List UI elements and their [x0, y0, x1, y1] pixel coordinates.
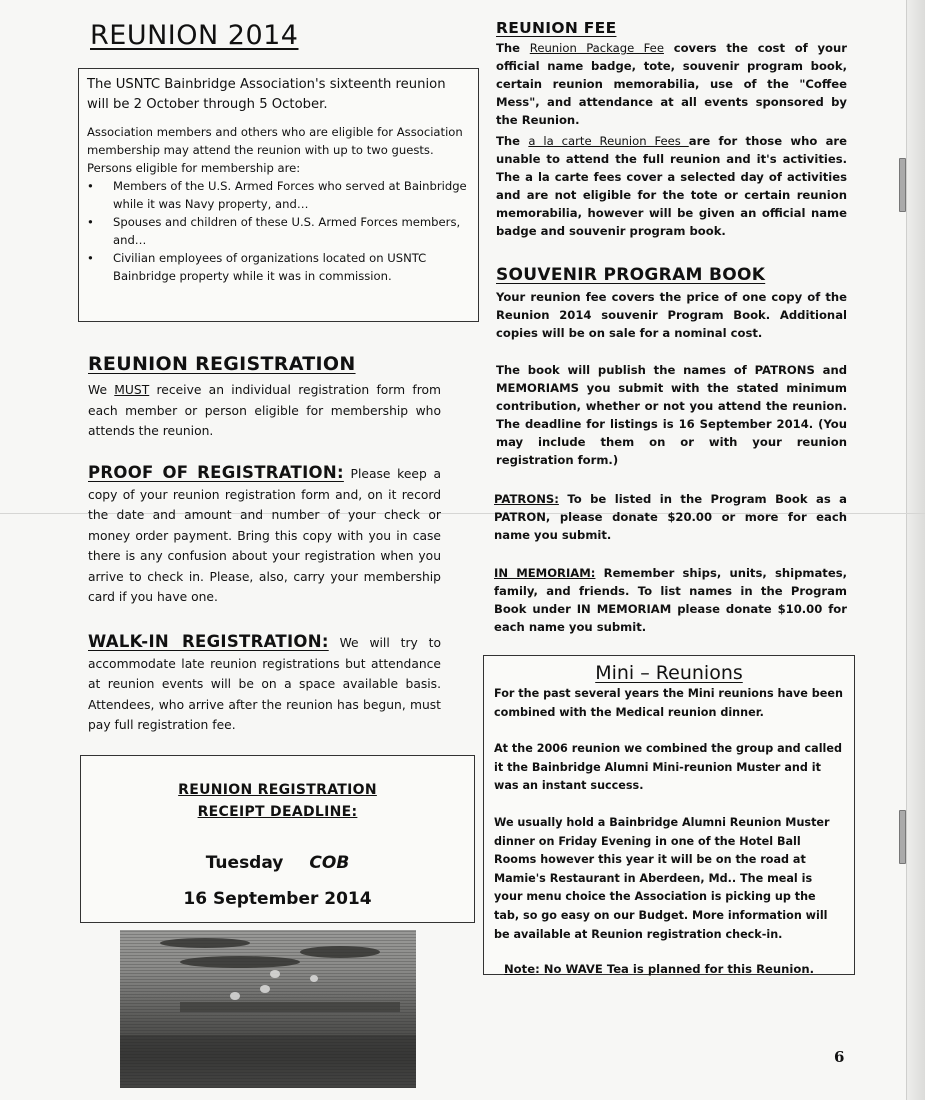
mini-note [494, 962, 844, 976]
reunion-fee-paragraph-2 [496, 132, 847, 240]
eligibility-list [87, 177, 470, 285]
smoke-puff [260, 985, 270, 993]
cloud [300, 946, 380, 958]
mini-reunions-box [483, 655, 855, 975]
patrons-paragraph [494, 490, 847, 544]
mini-reunions-heading: Mini – Reunions [595, 662, 743, 684]
note-label: Note [503, 962, 536, 977]
memoriam-label: IN MEMORIAM: [494, 566, 596, 580]
deadline-date: 16 September 2014 [183, 889, 372, 909]
eligibility-item: • Members of the U.S. Armed Forces who served at Bainbridge while it was Navy property, and… [87, 177, 470, 213]
reunion-fee-heading: REUNION FEE [496, 19, 617, 37]
souvenir-heading: SOUVENIR PROGRAM BOOK [496, 265, 766, 285]
intro-box [78, 68, 479, 322]
walkin-text: We will try to accommodate late reunion registrations but attendance at reunion events will be on a space available basis. Attendees, who arrive after the reunion has begun, must pay full registration fee. [88, 636, 441, 732]
engraving-image [120, 930, 416, 1088]
deadline-box [80, 755, 475, 923]
package-fee-term: Reunion Package Fee [529, 41, 664, 55]
a-la-carte-term: a la carte Reunion Fees [528, 134, 689, 148]
must-emphasis: MUST [114, 383, 150, 397]
fee-p2-pre: The [496, 134, 529, 148]
deadline-day [81, 853, 474, 873]
walk-in-registration [88, 632, 441, 736]
ship-line [180, 1002, 400, 1012]
deadline-time: COB [309, 853, 350, 873]
cloud [160, 938, 250, 948]
page-title: REUNION 2014 [90, 20, 299, 51]
patrons-label: PATRONS: [494, 492, 559, 506]
foreground [120, 1035, 416, 1088]
memoriam-text: Remember ships, units, shipmates, family, and friends. To list names in the Program Book under IN MEMORIAM please donate $10.00 for each name you submit. [494, 566, 847, 634]
cloud [180, 956, 300, 968]
registration-text-pre: We [88, 383, 115, 397]
registration-heading: REUNION REGISTRATION [88, 353, 356, 375]
walkin-heading: WALK-IN REGISTRATION: [88, 632, 329, 651]
souvenir-paragraph-1: Your reunion fee covers the price of one copy of the Reunion 2014 souvenir Program Book. Additional copies will be on sale for a nominal cost. [496, 290, 847, 340]
eligibility-item: • Civilian employees of organizations located on USNTC Bainbridge property while it was in commission. [87, 249, 470, 285]
deadline-line-2: RECEIPT DEADLINE: [197, 804, 358, 820]
mini-paragraph: For the past several years the Mini reunions have been combined with the Medical reunion dinner. [494, 687, 843, 719]
staple-bottom [899, 810, 906, 864]
staple-top [899, 158, 906, 212]
patrons-text: To be listed in the Program Book as a PATRON, please donate $20.00 or more for each name you submit. [494, 492, 847, 542]
deadline-weekday: Tuesday [205, 853, 284, 873]
fee-p1-post: covers the cost of your official name badge, tote, souvenir program book, certain reunion memorabilia, use of the "Coffee Mess", and attendance at all events sponsored by the Reunion. [496, 41, 847, 127]
mini-paragraph: We usually hold a Bainbridge Alumni Reunion Muster dinner on Friday Evening in one of the Hotel Ball Rooms however this year it will be on the road at Mamie's Restaurant in Aberdeen, Md.. The meal is your menu choice the Association is picking up the tab, so go easy on our Budget. More information will be available at Reunion registration check-in. [494, 815, 830, 941]
note-text: : No WAVE Tea is planned for this Reunion. [535, 962, 814, 977]
registration-text-post: receive an individual registration form from each member or person eligible for membership who attends the reunion. [88, 383, 441, 438]
smoke-puff [310, 975, 318, 982]
registration-text [88, 380, 441, 442]
intro-text: Association members and others who are eligible for Association membership may attend the reunion with up to two guests. Persons eligible for membership are: [87, 125, 463, 175]
proof-text: Please keep a copy of your reunion registration form and, on it record the date and amount and number of your check or money order payment. Bring this copy with you in case there is any confusion about your registration when you arrive to check in. Please, also, carry your membership card if you have one. [88, 467, 441, 604]
smoke-puff [230, 992, 240, 1000]
mini-paragraph: At the 2006 reunion we combined the group and called it the Bainbridge Alumni Mini-reunion Muster and it was an instant success. [494, 742, 842, 793]
fee-p1-pre: The [496, 41, 530, 55]
page-number: 6 [834, 1048, 845, 1066]
smoke-puff [270, 970, 280, 978]
eligibility-item: • Spouses and children of these U.S. Armed Forces members, and… [87, 213, 470, 249]
memoriam-paragraph [494, 564, 847, 636]
souvenir-paragraph-2: The book will publish the names of PATRONS and MEMORIAMS you submit with the stated minimum contribution, whether or not you attend the reunion. The deadline for listings is 16 September 2014. (You may include them on or with your reunion registration form.) [496, 363, 847, 467]
deadline-line-1: REUNION REGISTRATION [178, 782, 377, 798]
page-edge [906, 0, 925, 1100]
proof-of-registration [88, 463, 441, 608]
reunion-fee-paragraph-1 [496, 39, 847, 129]
fee-p2-post: are for those who are unable to attend the full reunion and it's activities. The a la carte fees cover a selected day of activities and are not eligible for the tote or certain reunion memorabilia, however will be given an official name badge and souvenir program book. [496, 134, 847, 238]
proof-heading: PROOF OF REGISTRATION: [88, 463, 344, 482]
intro-lead: The USNTC Bainbridge Association's sixteenth reunion will be 2 October through 5 October. [87, 77, 446, 112]
